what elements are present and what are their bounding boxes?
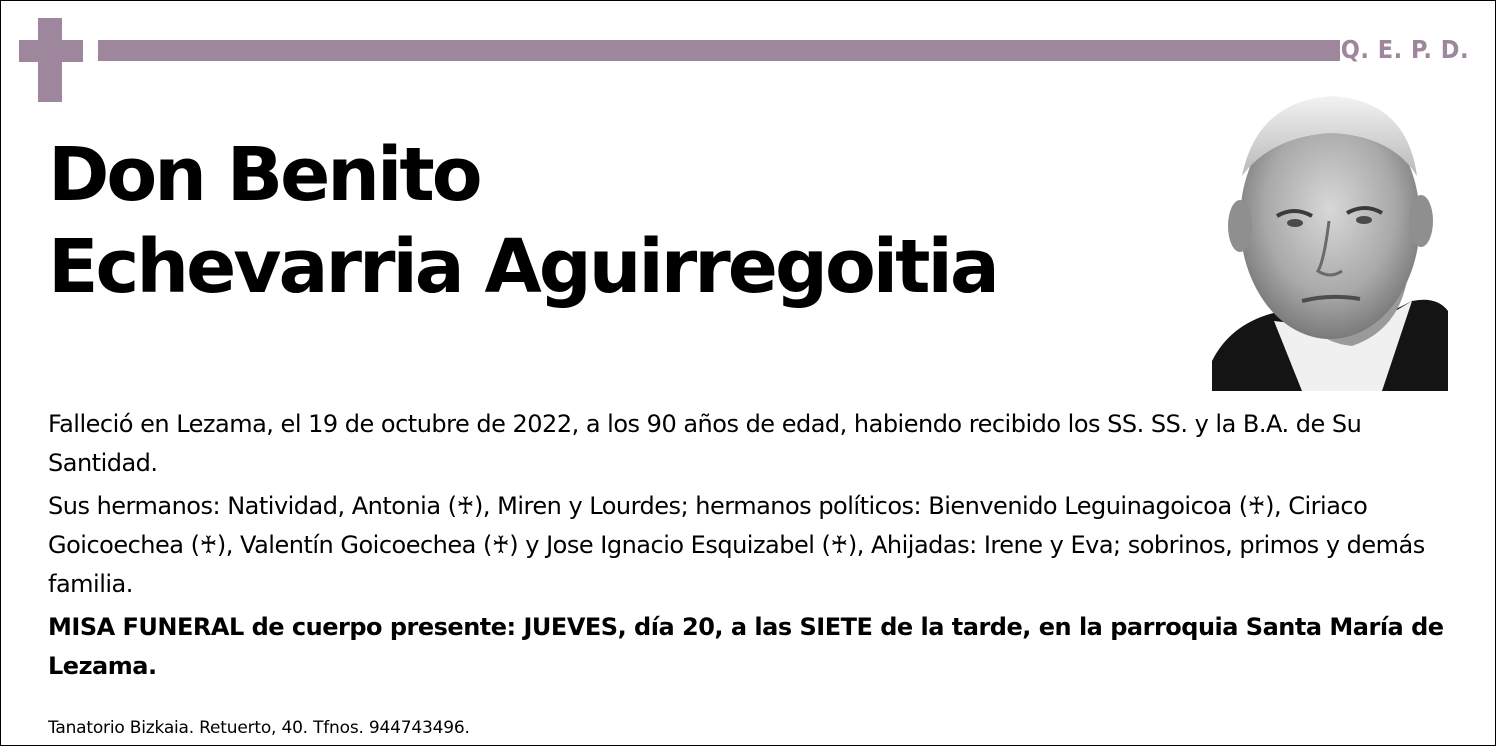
deceased-name	[48, 129, 997, 313]
funeral-home-info: Tanatorio Bizkaia. Retuerto, 40. Tfnos. 944743496.	[48, 718, 470, 738]
notice-body	[48, 405, 1458, 686]
funeral-text: MISA FUNERAL de cuerpo presente: JUEVES, día 20, a las SIETE de la tarde, en la parroquia Santa María de Lezama.	[48, 613, 1444, 680]
portrait-photo	[1212, 91, 1448, 391]
qepd-label: Q. E. P. D.	[1340, 35, 1469, 64]
name-line-1: Don Benito	[48, 132, 480, 218]
header-bar	[98, 40, 1340, 61]
death-text: Falleció en Lezama, el 19 de octubre de 2022, a los 90 años de edad, habiendo recibido los SS. SS. y la B.A. de Su Santidad.	[48, 410, 1362, 477]
family-text: Sus hermanos: Natividad, Antonia (♰), Miren y Lourdes; hermanos políticos: Bienvenido Leguinagoicoa (♰), Ciriaco Goicoechea (♰), Valentín Goicoechea (♰) y Jose Ignacio Esquizabel (♰), Ahijadas: Irene y Eva; sobrinos, primos y demás familia.	[48, 492, 1425, 598]
name-line-2: Echevarria Aguirregoitia	[48, 224, 997, 310]
cross-icon	[19, 18, 83, 102]
